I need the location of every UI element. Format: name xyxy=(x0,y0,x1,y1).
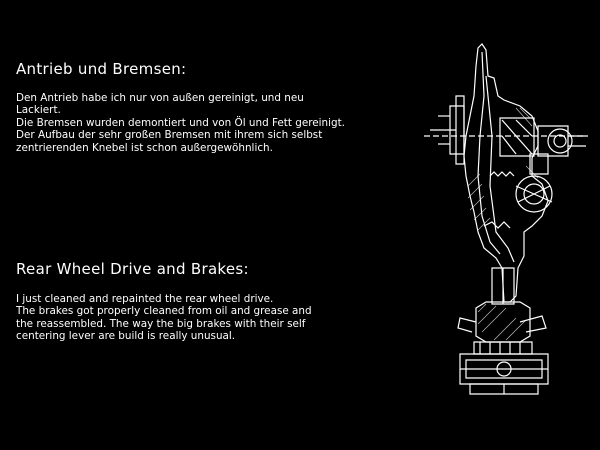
rear-drive-technical-drawing xyxy=(420,36,595,408)
paragraph-english: I just cleaned and repainted the rear wheel drive. The brakes got properly cleaned from oil and grease and the reassembled. The way the big brakes with their self centering lever are build is really unusual. xyxy=(16,293,312,343)
heading-german: Antrieb und Bremsen: xyxy=(16,60,187,78)
paragraph-german: Den Antrieb habe ich nur von außen gereinigt, und neu Lackiert. Die Bremsen wurden demontiert und von Öl und Fett gereinigt. Der Aufbau der sehr großen Bremsen mit ihrem sich selbst zentrierenden Knebel ist schon außergewöhnlich. xyxy=(16,92,345,154)
heading-english: Rear Wheel Drive and Brakes: xyxy=(16,260,249,278)
